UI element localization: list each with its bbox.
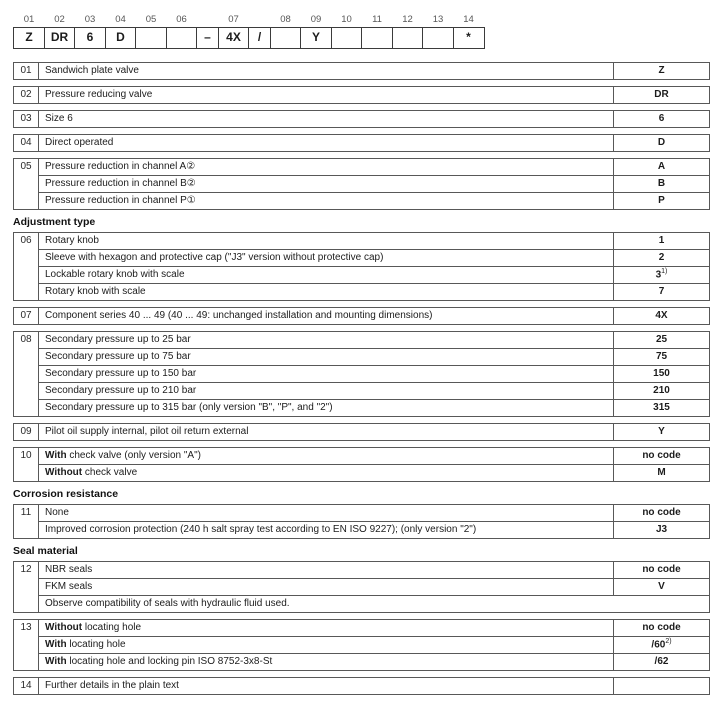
row-description: Rotary knob <box>45 235 99 246</box>
table-row <box>39 562 709 578</box>
row-description: Pilot oil supply internal, pilot oil return external <box>45 426 249 437</box>
code-field-label: 07 <box>228 14 239 25</box>
row-description: NBR seals <box>45 564 93 575</box>
row-code: P <box>613 193 709 209</box>
code-field-box <box>135 27 167 49</box>
code-field-box: DR <box>44 27 76 49</box>
row-code: no code <box>613 448 709 464</box>
row-code: D <box>613 135 709 151</box>
code-field-02 <box>44 13 76 49</box>
row-number: 10 <box>14 448 39 481</box>
row-description: Without check valve <box>45 467 138 478</box>
row-description: Sleeve with hexagon and protective cap ("J3" version without protective cap) <box>45 252 384 263</box>
code-table-group-07 <box>13 307 710 325</box>
code-field-label: 03 <box>84 14 96 25</box>
row-number: 11 <box>14 505 39 538</box>
code-field-label: 13 <box>432 14 444 25</box>
table-row <box>39 332 709 348</box>
code-field-box: D <box>105 27 137 49</box>
row-description: With locating hole <box>45 639 126 650</box>
code-field-label: 11 <box>372 14 382 25</box>
code-field-label: 14 <box>463 14 474 25</box>
row-description: Secondary pressure up to 150 bar <box>45 368 197 379</box>
row-code: 75 <box>613 349 709 365</box>
table-row <box>39 521 709 538</box>
code-field-14 <box>453 13 485 49</box>
code-field-dash <box>196 13 219 49</box>
table-row-note <box>39 595 709 612</box>
code-field-label: 05 <box>145 14 157 25</box>
row-description: With check valve (only version "A") <box>45 450 201 461</box>
code-field-label: 04 <box>115 14 126 25</box>
row-description: Pressure reduction in channel B② <box>45 178 196 189</box>
code-field-box <box>331 27 363 49</box>
table-row <box>39 424 709 440</box>
row-description: Secondary pressure up to 75 bar <box>45 351 191 362</box>
row-description: FKM seals <box>45 581 93 592</box>
table-row <box>39 266 709 283</box>
code-table-group-12 <box>13 561 710 613</box>
code-field-13 <box>422 13 454 49</box>
table-row <box>39 87 709 103</box>
table-row <box>39 135 709 151</box>
row-code: /60$^{2)}$ <box>613 637 709 653</box>
row-code: 6 <box>613 111 709 127</box>
row-description: Size 6 <box>45 113 73 124</box>
table-row <box>39 249 709 266</box>
code-field-slash <box>248 13 271 49</box>
row-code: 3$^{1)}$ <box>613 267 709 283</box>
row-number: 08 <box>14 332 39 416</box>
table-row <box>39 348 709 365</box>
code-field-08 <box>270 13 302 49</box>
table-row <box>39 505 709 521</box>
row-code: 1 <box>613 233 709 249</box>
row-description: Pressure reducing valve <box>45 89 153 100</box>
table-row <box>39 578 709 595</box>
footnote-marker: 1) <box>661 268 668 275</box>
table-row <box>39 233 709 249</box>
code-field-07 <box>218 13 250 49</box>
code-table-group-10 <box>13 447 710 482</box>
table-row <box>39 653 709 670</box>
row-description: Rotary knob with scale <box>45 286 146 297</box>
section-header-adjustment-type: Adjustment type <box>13 216 96 228</box>
row-code: 4X <box>613 308 709 324</box>
table-row <box>39 620 709 636</box>
row-code: 150 <box>613 366 709 382</box>
row-number: 04 <box>14 135 39 151</box>
code-field-box: 6 <box>74 27 106 49</box>
code-field-label <box>248 13 271 27</box>
row-description: Improved corrosion protection (240 h salt spray test according to EN ISO 9227); (only version "2") <box>45 524 477 535</box>
row-code: Y <box>613 424 709 440</box>
row-description: Sandwich plate valve <box>45 65 139 76</box>
code-table-group-14 <box>13 677 710 695</box>
row-description: Pressure reduction in channel P① <box>45 195 196 206</box>
table-row <box>39 159 709 175</box>
row-code: no code <box>613 562 709 578</box>
code-table-group-03 <box>13 110 710 128</box>
row-code: no code <box>613 620 709 636</box>
row-code: B <box>613 176 709 192</box>
table-row <box>39 111 709 127</box>
row-description: Secondary pressure up to 25 bar <box>45 334 191 345</box>
code-field-label: 01 <box>23 14 35 25</box>
row-description: None <box>45 507 69 518</box>
code-table-group-04 <box>13 134 710 152</box>
code-field-box <box>270 27 302 49</box>
row-code: 2 <box>613 250 709 266</box>
code-table-group-01 <box>13 62 710 80</box>
code-field-label <box>196 13 219 27</box>
code-field-box: Z <box>13 27 45 49</box>
code-field-box: 4X <box>218 27 250 49</box>
row-description: Further details in the plain text <box>45 680 179 691</box>
row-description: Observe compatibility of seals with hydraulic fluid used. <box>45 598 290 609</box>
table-row <box>39 464 709 481</box>
code-field-box <box>422 27 454 49</box>
code-field-11 <box>361 13 393 49</box>
table-row <box>39 678 709 694</box>
code-table-group-09 <box>13 423 710 441</box>
code-table-group-11 <box>13 504 710 539</box>
row-number: 13 <box>14 620 39 670</box>
code-field-04 <box>105 13 137 49</box>
code-field-box: * <box>453 27 485 49</box>
code-field-box <box>392 27 424 49</box>
code-field-label: 09 <box>310 14 322 25</box>
code-field-01 <box>13 13 45 49</box>
footnote-marker: 2) <box>665 638 672 645</box>
row-code <box>613 678 709 694</box>
code-table-group-05 <box>13 158 710 210</box>
code-field-10 <box>331 13 363 49</box>
code-field-box: Y <box>300 27 332 49</box>
row-code: 25 <box>613 332 709 348</box>
row-description: With locating hole and locking pin ISO 8752-3x8-St <box>45 656 273 667</box>
row-description: Secondary pressure up to 315 bar (only version "B", "P", and "2") <box>45 402 333 413</box>
row-code: DR <box>613 87 709 103</box>
code-field-box <box>361 27 393 49</box>
section-header-corrosion-resistance: Corrosion resistance <box>13 488 119 500</box>
row-number: 06 <box>14 233 39 300</box>
code-field-09 <box>300 13 332 49</box>
ordering-code-strip <box>13 13 717 49</box>
table-row <box>39 283 709 300</box>
row-number: 02 <box>14 87 39 103</box>
table-row <box>39 448 709 464</box>
code-field-03 <box>74 13 106 49</box>
row-number: 12 <box>14 562 39 612</box>
row-code: Z <box>613 63 709 79</box>
table-row <box>39 399 709 416</box>
table-row <box>39 636 709 653</box>
row-number: 01 <box>14 63 39 79</box>
code-table-group-08 <box>13 331 710 417</box>
row-code: /62 <box>613 654 709 670</box>
code-field-label: 10 <box>341 14 352 25</box>
code-field-06 <box>166 13 198 49</box>
row-number: 05 <box>14 159 39 209</box>
code-table-group-02 <box>13 86 710 104</box>
code-field-label: 08 <box>280 14 291 25</box>
table-row <box>39 192 709 209</box>
row-number: 07 <box>14 308 39 324</box>
dash-separator-box: – <box>196 27 219 49</box>
table-row <box>39 365 709 382</box>
row-code: J3 <box>613 522 709 538</box>
row-number: 03 <box>14 111 39 127</box>
row-number: 09 <box>14 424 39 440</box>
table-row <box>39 308 709 324</box>
row-description: Without locating hole <box>45 622 142 633</box>
row-description: Secondary pressure up to 210 bar <box>45 385 197 396</box>
code-field-12 <box>392 13 424 49</box>
row-code: 315 <box>613 400 709 416</box>
section-header-seal-material: Seal material <box>13 545 78 557</box>
row-code: no code <box>613 505 709 521</box>
row-number: 14 <box>14 678 39 694</box>
row-description: Pressure reduction in channel A② <box>45 161 196 172</box>
table-row <box>39 175 709 192</box>
table-row <box>39 63 709 79</box>
code-field-05 <box>135 13 167 49</box>
table-row <box>39 382 709 399</box>
row-code: V <box>613 579 709 595</box>
row-code: M <box>613 465 709 481</box>
row-description: Component series 40 ... 49 (40 ... 49: unchanged installation and mounting dimensions) <box>45 310 433 321</box>
row-description: Lockable rotary knob with scale <box>45 269 185 280</box>
row-code: A <box>613 159 709 175</box>
row-code: 7 <box>613 284 709 300</box>
slash-separator-box: / <box>248 27 271 49</box>
row-description: Direct operated <box>45 137 114 148</box>
code-field-label: 02 <box>54 14 65 25</box>
code-field-box <box>166 27 198 49</box>
code-table-group-13 <box>13 619 710 671</box>
code-field-label: 06 <box>176 14 187 25</box>
code-table-group-06 <box>13 232 710 301</box>
code-field-label: 12 <box>402 14 413 25</box>
row-code: 210 <box>613 383 709 399</box>
